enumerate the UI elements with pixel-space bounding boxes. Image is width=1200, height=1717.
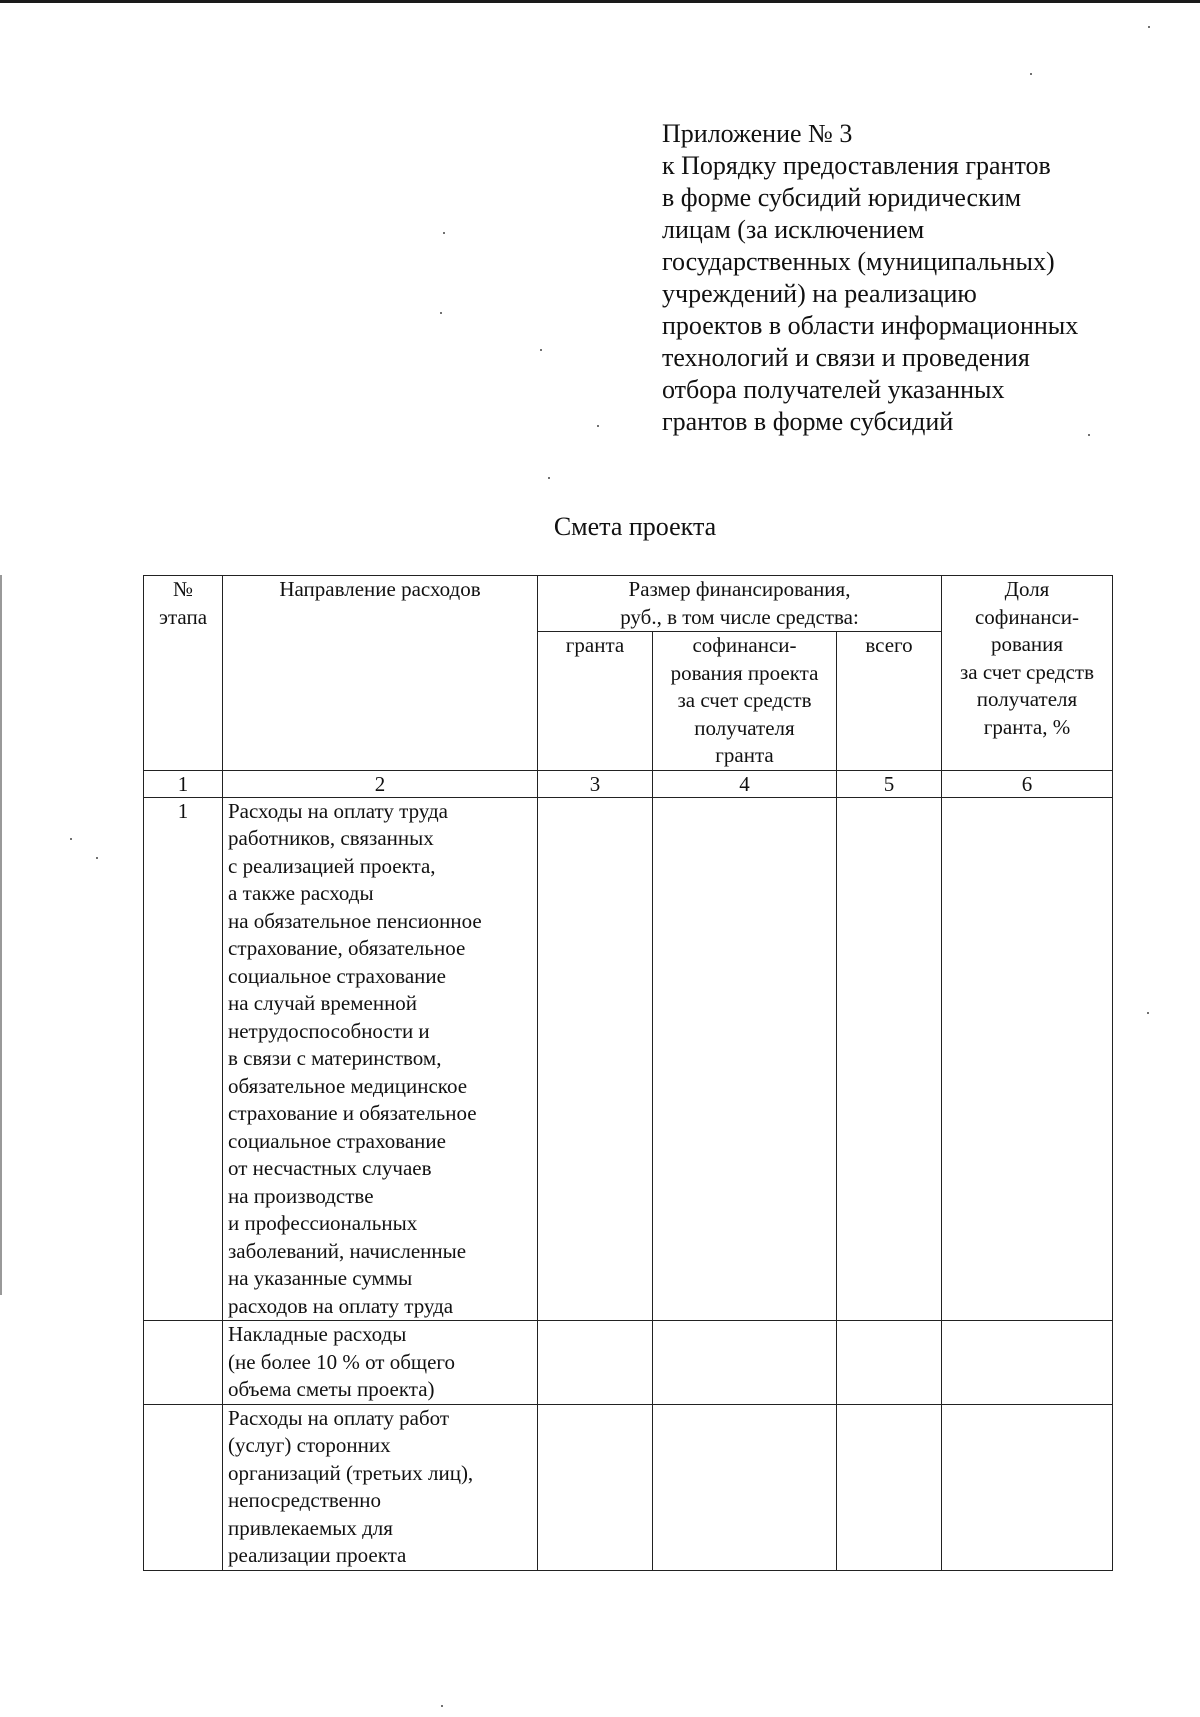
column-number: 3 [538, 770, 653, 797]
cell-line: на обязательное пенсионное [228, 908, 482, 933]
scan-edge-mark [0, 575, 2, 1295]
table-row [144, 1404, 1113, 1570]
appendix-line: отбора получателей указанных [662, 375, 1005, 404]
header-text: получателя [976, 687, 1078, 711]
appendix-line: лицам (за исключением [662, 215, 925, 244]
cell-line: на указанные суммы [228, 1266, 413, 1290]
grant-cell [538, 1321, 653, 1405]
header-text: гранта [715, 743, 774, 767]
cofinancing-cell [653, 1404, 837, 1570]
stage-cell [144, 1321, 223, 1405]
cofinancing-cell [653, 1321, 837, 1405]
scan-speck [1030, 73, 1032, 75]
cell-line: социальное страхование [228, 1128, 446, 1153]
cell-line: объема сметы проекта) [228, 1377, 435, 1401]
scan-speck [597, 425, 599, 427]
appendix-line: учреждений) на реализацию [662, 279, 977, 308]
appendix-note [662, 118, 1182, 438]
document-heading: Смета проекта [553, 512, 717, 541]
cell-line: привлекаемых для [228, 1515, 393, 1540]
scan-speck [441, 1705, 443, 1707]
header-funding [538, 576, 942, 632]
share-cell [942, 1404, 1113, 1570]
cell-line: страхование, обязательное [228, 936, 466, 960]
header-cofinancing [653, 632, 837, 771]
grant-cell [538, 1404, 653, 1570]
appendix-line: в форме субсидий юридическим [662, 183, 1022, 212]
cell-line: и профессиональных [228, 1211, 418, 1235]
cell-line: обязательное медицинское [228, 1073, 468, 1098]
header-text: Доля [1004, 577, 1050, 601]
scan-speck [1148, 26, 1150, 28]
header-text: этапа [158, 604, 208, 629]
cell-line: от несчастных случаев [228, 1156, 432, 1180]
stage-cell [144, 1404, 223, 1570]
header-share [942, 576, 1113, 771]
header-text: софинанси- [974, 604, 1079, 629]
table-row [144, 1321, 1113, 1405]
scan-speck [96, 857, 98, 859]
cell-line: на производстве [228, 1183, 374, 1208]
cell-line: непосредственно [228, 1488, 381, 1512]
header-total: всего [837, 632, 942, 771]
cell-line: с реализацией проекта, [228, 853, 436, 878]
table-row [144, 797, 1113, 1321]
appendix-line: к Порядку предоставления грантов [662, 151, 1051, 180]
cell-line: организаций (третьих лиц), [228, 1460, 474, 1485]
scan-speck [70, 838, 72, 840]
cofinancing-cell [653, 797, 837, 1321]
total-cell [837, 797, 942, 1321]
cell-line: а также расходы [228, 881, 374, 905]
appendix-line: грантов в форме субсидий [662, 407, 954, 436]
estimate-table [143, 575, 1113, 1571]
stage-cell: 1 [144, 797, 223, 1321]
total-cell [837, 1404, 942, 1570]
direction-cell [223, 1321, 538, 1405]
share-cell [942, 1321, 1113, 1405]
column-number: 4 [653, 770, 837, 797]
column-number: 6 [942, 770, 1113, 797]
cell-line: (не более 10 % от общего [228, 1349, 455, 1374]
header-text: Размер финансирования, [628, 577, 851, 601]
column-number: 1 [144, 770, 223, 797]
scan-speck [540, 349, 542, 351]
column-number: 5 [837, 770, 942, 797]
cell-line: в связи с материнством, [228, 1046, 442, 1070]
cell-line: расходов на оплату труда [228, 1293, 454, 1318]
header-text: рования проекта [670, 660, 819, 685]
direction-cell [223, 797, 538, 1321]
cell-line: работников, связанных [228, 826, 434, 850]
column-number: 2 [223, 770, 538, 797]
header-text: руб., в том числе средства: [620, 604, 859, 629]
header-text: получателя [694, 715, 795, 740]
column-number-row [144, 770, 1113, 797]
cell-line: (услуг) сторонних [228, 1433, 391, 1457]
header-grant: гранта [538, 632, 653, 771]
top-border-line [0, 0, 1200, 3]
cell-line: реализации проекта [228, 1543, 407, 1567]
header-text: за счет средств [959, 659, 1095, 684]
header-text: рования [990, 632, 1064, 656]
cell-line: нетрудоспособности и [228, 1018, 430, 1043]
cell-line: на случай временной [228, 991, 418, 1015]
direction-cell [223, 1404, 538, 1570]
cell-line: заболеваний, начисленные [228, 1238, 467, 1263]
appendix-line: проектов в области информационных [662, 311, 1079, 340]
appendix-line: государственных (муниципальных) [662, 247, 1055, 276]
table-header-row [144, 576, 1113, 632]
header-text: № [172, 577, 194, 601]
share-cell [942, 797, 1113, 1321]
scan-speck [548, 477, 550, 479]
cell-line: страхование и обязательное [228, 1101, 477, 1125]
appendix-line: Приложение № 3 [662, 119, 853, 148]
appendix-line: технологий и связи и проведения [662, 343, 1030, 372]
scan-speck [440, 312, 442, 314]
cell-line: Расходы на оплату работ [228, 1405, 450, 1430]
header-stage-no [144, 576, 223, 771]
cell-line: Расходы на оплату труда [228, 798, 448, 823]
header-text: гранта, % [983, 714, 1071, 739]
header-direction: Направление расходов [223, 576, 538, 771]
grant-cell [538, 797, 653, 1321]
header-text: за счет средств [677, 688, 812, 712]
scan-speck [1088, 434, 1090, 436]
scan-speck [443, 232, 445, 234]
cell-line: Накладные расходы [228, 1322, 407, 1346]
scan-speck [1147, 1012, 1149, 1014]
total-cell [837, 1321, 942, 1405]
cell-line: социальное страхование [228, 963, 446, 988]
header-text: софинанси- [692, 633, 797, 657]
